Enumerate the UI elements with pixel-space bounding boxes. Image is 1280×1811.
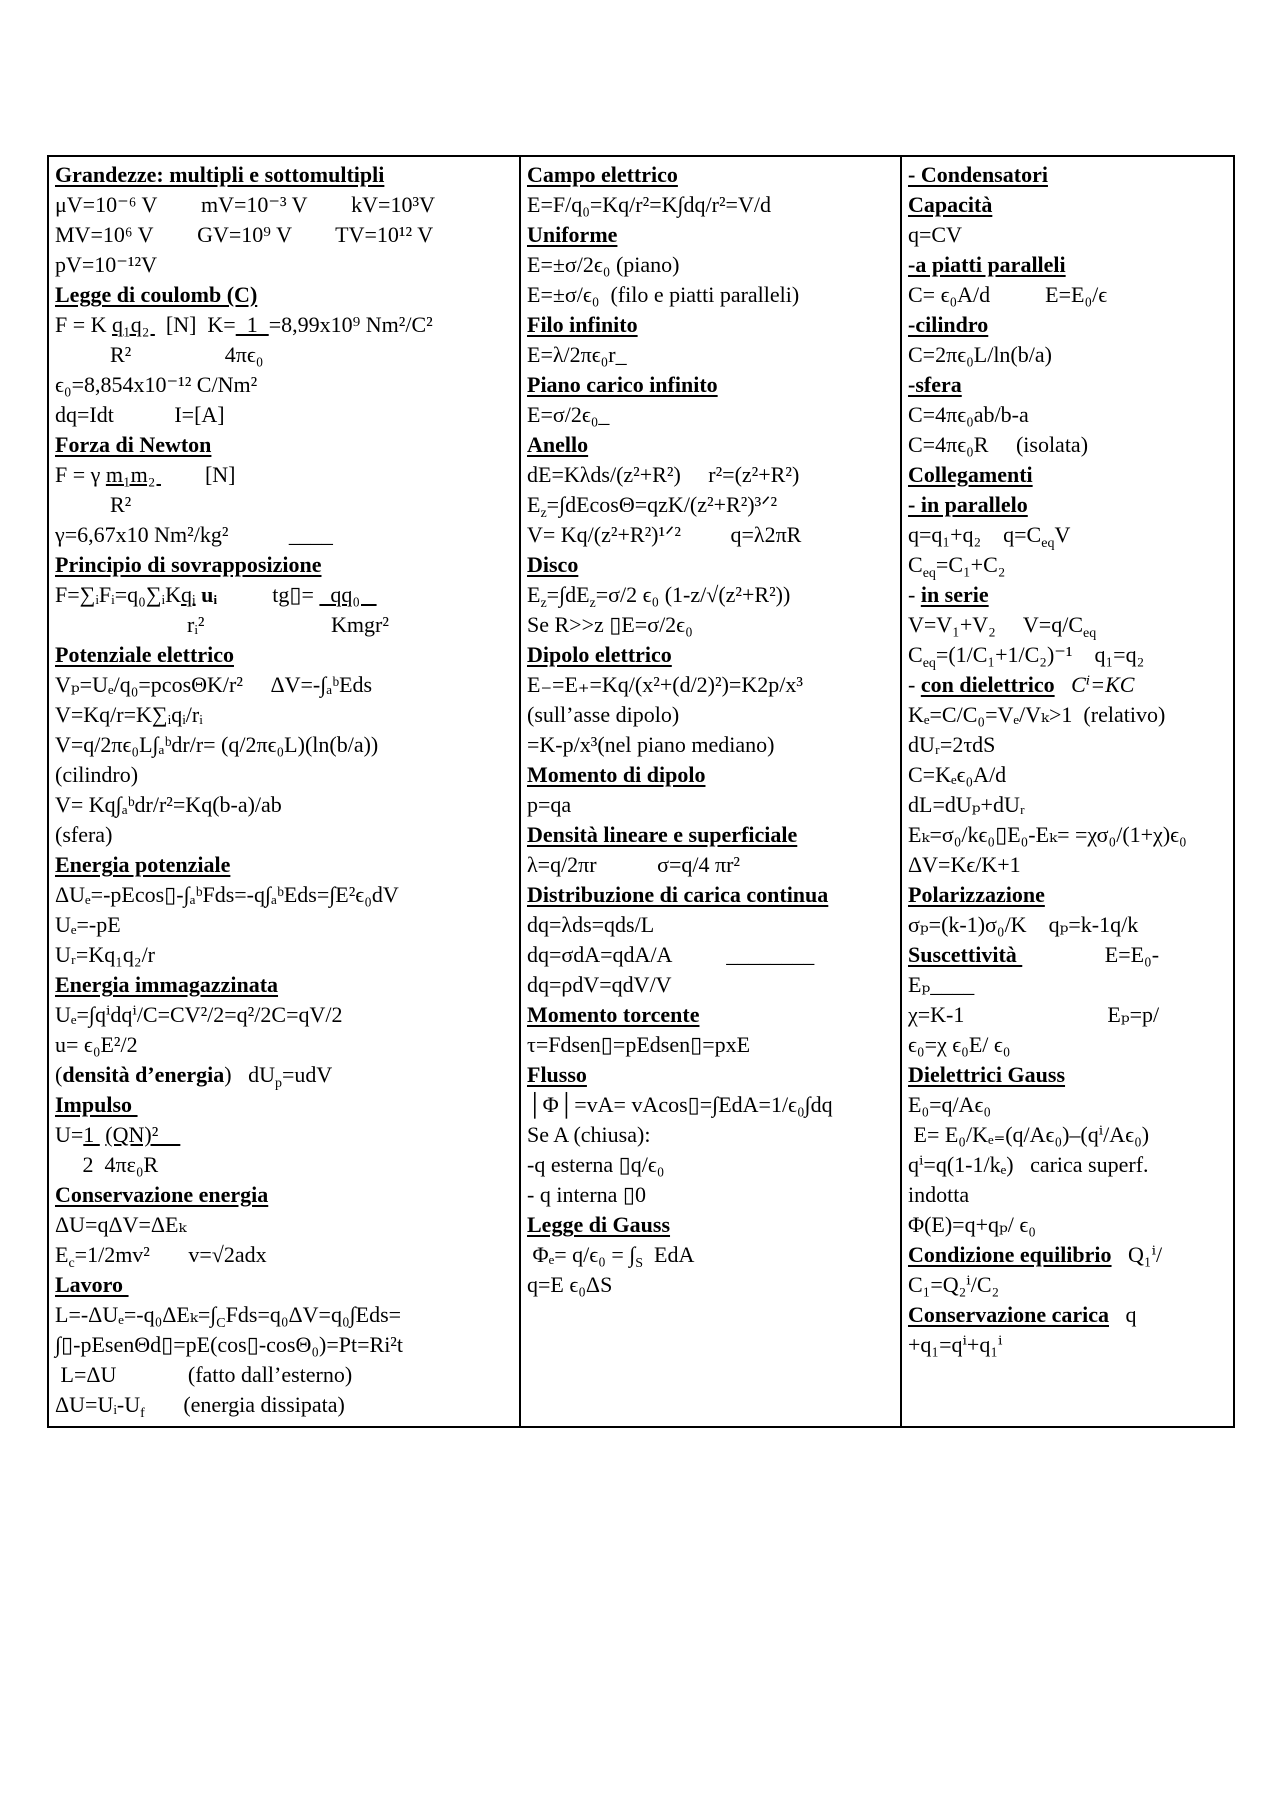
heading-text: -cilindro <box>908 312 989 337</box>
formula-text: Uₑ=-pE <box>55 912 121 937</box>
heading-text: con dielettrico <box>920 672 1055 697</box>
formula-text: V= Kq∫ₐᵇdr/r²=Kq(b-a)/ab <box>55 792 282 817</box>
formula-line <box>527 1120 896 1150</box>
formula-line <box>55 610 515 640</box>
formula-line <box>908 1300 1229 1330</box>
formula-line <box>55 580 515 610</box>
formula-text: =1/2mv² v=√2adx <box>74 1242 267 1267</box>
formula-text: │Φ│=vA= vAcos▯=∫EdA=1/ϵ₀∫dq <box>527 1092 833 1117</box>
formula-text: eq <box>922 656 936 671</box>
formula-text: (sull’asse dipolo) <box>527 702 680 727</box>
formula-text: Fds=q₀ΔV=q₀∫Eds= <box>225 1302 402 1327</box>
formula-text: rᵢ² Kmgr² <box>55 612 389 637</box>
formula-text: eq <box>1041 536 1055 551</box>
formula-line <box>908 1180 1229 1210</box>
formula-line <box>55 1360 515 1390</box>
formula-line <box>527 910 896 940</box>
formula-text: V= Kq/(z²+R²)¹ᐟ² q=λ2πR <box>527 522 802 547</box>
formula-line <box>908 790 1229 820</box>
formula-text: densità d’energia <box>62 1062 225 1087</box>
formula-line <box>55 460 515 490</box>
formula-line <box>527 340 896 370</box>
formula-text: =C₁+C₂ <box>935 552 1006 577</box>
formula-text: E <box>55 1242 69 1267</box>
heading-text: Disco <box>527 552 579 577</box>
heading-text: Dielettrici Gauss <box>908 1062 1066 1087</box>
formula-line <box>55 820 515 850</box>
heading-text: - in parallelo <box>908 492 1028 517</box>
formula-line <box>908 610 1229 640</box>
formula-text: eq <box>922 566 936 581</box>
section-heading <box>527 1060 896 1090</box>
section-heading <box>908 190 1229 220</box>
formula-line <box>55 340 515 370</box>
heading-text: Distribuzione di carica continua <box>527 882 829 907</box>
formula-text: E₀=q/Aϵ₀ <box>908 1092 992 1117</box>
heading-text: Legge di Gauss <box>527 1212 671 1237</box>
formula-line <box>908 760 1229 790</box>
formula-text: Se R>>z ▯E=σ/2ϵ₀ <box>527 612 693 637</box>
formula-text: p=qa <box>527 792 572 817</box>
formula-line <box>908 280 1229 310</box>
heading-text: Collegamenti <box>908 462 1033 487</box>
formula-text: Uᵣ=Kq₁q₂/r <box>55 942 156 967</box>
formula-text: C <box>908 552 923 577</box>
formula-line <box>527 970 896 1000</box>
formula-line <box>527 190 896 220</box>
formula-line <box>55 1330 515 1360</box>
formula-line <box>55 880 515 910</box>
formula-text: =∫dE <box>546 582 590 607</box>
formula-line <box>527 790 896 820</box>
heading-text: Filo infinito <box>527 312 638 337</box>
formula-line <box>55 400 515 430</box>
formula-text: tg▯= <box>217 582 320 607</box>
formula-text: E= E₀/Kₑ₌(q/Aϵ₀)–(qⁱ/Aϵ₀) <box>908 1122 1150 1147</box>
formula-line <box>55 940 515 970</box>
formula-line <box>55 310 515 340</box>
formula-text: m₁m₂ <box>105 462 161 487</box>
formula-line <box>908 940 1229 970</box>
column-electrostatics <box>49 157 519 1426</box>
heading-text: Dipolo elettrico <box>527 642 672 667</box>
formula-text: (cilindro) <box>55 762 139 787</box>
formula-line <box>527 280 896 310</box>
formula-text: - <box>908 672 921 697</box>
formula-text: R² <box>55 492 132 517</box>
section-heading <box>527 760 896 790</box>
formula-line <box>55 1030 515 1060</box>
formula-text: τ=Fdsen▯=pEdsen▯=pxE <box>527 1032 751 1057</box>
formula-text: C= ϵ₀A/d E=E₀/ϵ <box>908 282 1108 307</box>
formula-text: Eₖ=σ₀/kϵ₀▯E₀-Eₖ= =χσ₀/(1+χ)ϵ₀ <box>908 822 1187 847</box>
formula-text: -q esterna ▯q/ϵ₀ <box>527 1152 665 1177</box>
heading-text: Polarizzazione <box>908 882 1045 907</box>
heading-text: Energia potenziale <box>55 852 231 877</box>
formula-line <box>908 1330 1229 1360</box>
formula-text: dUᵣ=2τdS <box>908 732 996 757</box>
formula-line <box>527 250 896 280</box>
heading-text: Anello <box>527 432 589 457</box>
section-heading <box>55 640 515 670</box>
formula-line <box>527 670 896 700</box>
formula-text: C=4πϵ₀R (isolata) <box>908 432 1089 457</box>
formula-text: ) dU <box>224 1062 275 1087</box>
formula-line <box>55 730 515 760</box>
formula-line <box>908 700 1229 730</box>
formula-text: qⁱ=q(1-1/kₑ) carica superf. <box>908 1152 1149 1177</box>
formula-text <box>1055 672 1072 697</box>
formula-text: Φₑ= q/ϵ₀ = ∫ <box>527 1242 636 1267</box>
formula-line <box>527 580 896 610</box>
formula-text: Vₚ=Uₑ/q₀=pcosΘK/r² ΔV=-∫ₐᵇEds <box>55 672 373 697</box>
section-heading <box>527 160 896 190</box>
formula-text: χ=K-1 Eₚ=p/ <box>908 1002 1160 1027</box>
formula-text: dE=Kλds/(z²+R²) r²=(z²+R²) <box>527 462 800 487</box>
formula-text: ΔU=qΔV=ΔEₖ <box>55 1212 187 1237</box>
formula-text: uᵢ <box>201 582 218 607</box>
formula-line <box>908 1270 1229 1300</box>
formula-line <box>908 1210 1229 1240</box>
formula-text: Cⁱ=KC <box>1071 672 1135 697</box>
formula-line <box>55 190 515 220</box>
formula-text: 1 <box>83 1122 100 1147</box>
formula-text: ΔU=Uᵢ-U <box>55 1392 141 1417</box>
formula-text: Se A (chiusa): <box>527 1122 651 1147</box>
formula-text: V=V₁+V₂ V=q/C <box>908 612 1084 637</box>
formula-text: MV=10⁶ V GV=10⁹ V TV=10¹² V <box>55 222 434 247</box>
section-heading <box>527 640 896 670</box>
formula-line <box>55 1150 515 1180</box>
section-heading <box>908 460 1229 490</box>
formula-text: dq=λds=qds/L <box>527 912 655 937</box>
formula-text: qᵢ <box>181 582 196 607</box>
formula-line <box>527 490 896 520</box>
formula-line <box>55 250 515 280</box>
heading-text: Suscettività <box>908 942 1023 967</box>
heading-text: Flusso <box>527 1062 587 1087</box>
section-heading <box>55 1270 515 1300</box>
formula-line <box>908 1000 1229 1030</box>
formula-line <box>55 670 515 700</box>
formula-line <box>55 760 515 790</box>
formula-line <box>908 910 1229 940</box>
formula-line <box>527 400 896 430</box>
section-heading <box>527 310 896 340</box>
formula-line <box>55 370 515 400</box>
formula-text: (energia dissipata) <box>144 1392 345 1417</box>
section-heading <box>908 310 1229 340</box>
formula-text: ϵ₀=8,854x10⁻¹² C/Nm² <box>55 372 258 397</box>
formula-sheet-table <box>47 155 1235 1428</box>
formula-text: ΔUₑ=-pEcos▯-∫ₐᵇFds=-q∫ₐᵇEds=∫E²ϵ₀dV <box>55 882 399 907</box>
formula-text: Kₑ=C/C₀=Vₑ/Vₖ>1 (relativo) <box>908 702 1166 727</box>
formula-text: Uₑ=∫qⁱdqⁱ/C=CV²/2=q²/2C=qV/2 <box>55 1002 343 1027</box>
formula-text: =udV <box>282 1062 333 1087</box>
heading-text: Conservazione carica <box>908 1302 1109 1327</box>
formula-line <box>908 670 1229 700</box>
formula-text: =(1/C₁+1/C₂)⁻¹ q₁=q₂ <box>935 642 1145 667</box>
section-heading <box>527 1210 896 1240</box>
formula-text: qq₀ <box>319 582 377 607</box>
formula-text: F=∑ᵢFᵢ=q₀∑ᵢK <box>55 582 182 607</box>
column-electric-field <box>519 157 900 1426</box>
section-heading <box>908 370 1229 400</box>
formula-text: indotta <box>908 1182 970 1207</box>
section-heading <box>527 550 896 580</box>
formula-line <box>908 730 1229 760</box>
formula-line <box>527 460 896 490</box>
formula-text: V=q/2πϵ₀L∫ₐᵇdr/r= (q/2πϵ₀L)(ln(b/a)) <box>55 732 379 757</box>
section-heading <box>55 970 515 1000</box>
formula-line <box>527 1090 896 1120</box>
section-heading <box>527 1000 896 1030</box>
formula-text: γ=6,67x10 Nm²/kg² ____ <box>55 522 333 547</box>
heading-text: Capacità <box>908 192 993 217</box>
formula-text: - <box>908 582 921 607</box>
formula-text: +q₁=qⁱ+q₁ⁱ <box>908 1332 1003 1357</box>
formula-text: L=ΔU (fatto dall’esterno) <box>55 1362 353 1387</box>
formula-text: E=E₀- <box>1022 942 1160 967</box>
formula-text: [N] <box>160 462 236 487</box>
column-capacitors <box>900 157 1233 1426</box>
formula-line <box>908 550 1229 580</box>
formula-text: 2 4πε₀R <box>55 1152 159 1177</box>
formula-line <box>908 1150 1229 1180</box>
formula-line <box>908 1240 1229 1270</box>
formula-text: R² 4πϵ₀ <box>55 342 264 367</box>
formula-line <box>527 730 896 760</box>
formula-text: dq=ρdV=qdV/V <box>527 972 672 997</box>
heading-text: Densità lineare e superficiale <box>527 822 798 847</box>
formula-text: p <box>275 1076 282 1091</box>
section-heading <box>527 220 896 250</box>
formula-line <box>55 1120 515 1150</box>
formula-text: Φ(E)=q+qₚ/ ϵ₀ <box>908 1212 1036 1237</box>
formula-text: σₚ=(k-1)σ₀/K qₚ=k-1q/k <box>908 912 1139 937</box>
formula-text: dq=σdA=qdA/A ________ <box>527 942 815 967</box>
section-heading <box>55 1090 515 1120</box>
section-heading <box>55 550 515 580</box>
formula-text: ( <box>55 1062 63 1087</box>
formula-text: 1 <box>235 312 269 337</box>
formula-line <box>527 520 896 550</box>
heading-text: -sfera <box>908 372 962 397</box>
heading-text: - Condensatori <box>908 162 1048 187</box>
formula-line <box>55 790 515 820</box>
formula-line <box>908 430 1229 460</box>
formula-line <box>908 1120 1229 1150</box>
heading-text: Campo elettrico <box>527 162 678 187</box>
formula-line <box>527 610 896 640</box>
formula-line <box>908 400 1229 430</box>
formula-text: E <box>527 582 541 607</box>
formula-line <box>55 1240 515 1270</box>
formula-text: C=4πϵ₀ab/b-a <box>908 402 1029 427</box>
formula-text: pV=10⁻¹²V <box>55 252 157 277</box>
formula-line <box>55 910 515 940</box>
formula-line <box>527 850 896 880</box>
heading-text: Potenziale elettrico <box>55 642 234 667</box>
formula-text: =8,99x10⁹ Nm²/C² <box>268 312 433 337</box>
formula-line <box>527 1240 896 1270</box>
section-heading <box>908 1060 1229 1090</box>
formula-line <box>908 850 1229 880</box>
heading-text: Conservazione energia <box>55 1182 269 1207</box>
formula-line <box>55 700 515 730</box>
formula-text: (sfera) <box>55 822 113 847</box>
section-heading <box>908 160 1229 190</box>
formula-text: (QN)² <box>105 1122 181 1147</box>
formula-line <box>527 1030 896 1060</box>
formula-text: eq <box>1083 626 1097 641</box>
formula-text: c <box>68 1256 75 1271</box>
section-heading <box>908 880 1229 910</box>
formula-text: z <box>589 596 596 611</box>
section-heading <box>527 370 896 400</box>
formula-text: C₁=Q₂ⁱ/C₂ <box>908 1272 1000 1297</box>
formula-line <box>908 1030 1229 1060</box>
formula-text: q <box>1109 1302 1137 1327</box>
formula-line <box>55 1300 515 1330</box>
formula-text: z <box>540 596 547 611</box>
heading-text: Grandezze: multipli e sottomultipli <box>55 162 385 187</box>
formula-text: C <box>216 1316 226 1331</box>
formula-text: ϵ₀=χ ϵ₀E/ ϵ₀ <box>908 1032 1011 1057</box>
formula-text: =∫dEcosΘ=qzK/(z²+R²)³ᐟ² <box>546 492 778 517</box>
formula-text: u= ϵ₀E²/2 <box>55 1032 138 1057</box>
formula-text: dL=dUₚ+dUᵣ <box>908 792 1025 817</box>
formula-text: q=CV <box>908 222 962 247</box>
formula-text: E=±σ/ϵ₀ (filo e piatti paralleli) <box>527 282 800 307</box>
section-heading <box>55 430 515 460</box>
formula-line <box>527 1270 896 1300</box>
formula-text: E=σ/2ϵ₀_ <box>527 402 610 427</box>
formula-text: E=±σ/2ϵ₀ (piano) <box>527 252 680 277</box>
formula-text: ΔV=Kϵ/K+1 <box>908 852 1021 877</box>
formula-text: C <box>908 642 923 667</box>
heading-text: Momento di dipolo <box>527 762 706 787</box>
formula-line <box>527 1180 896 1210</box>
formula-line <box>908 640 1229 670</box>
formula-text: EdA <box>643 1242 695 1267</box>
formula-text: Q₁ⁱ/ <box>1111 1242 1163 1267</box>
formula-line <box>55 1000 515 1030</box>
formula-line <box>527 940 896 970</box>
formula-text: f <box>140 1406 145 1421</box>
formula-text: z <box>540 506 547 521</box>
formula-text: S <box>635 1256 644 1271</box>
formula-line <box>55 520 515 550</box>
heading-text: Principio di sovrapposizione <box>55 552 322 577</box>
formula-text: q=q₁+q₂ q=C <box>908 522 1042 547</box>
formula-text: C=Kₑϵ₀A/d <box>908 762 1007 787</box>
formula-text: V <box>1054 522 1071 547</box>
heading-text: Piano carico infinito <box>527 372 718 397</box>
formula-text: V=Kq/r=K∑ᵢqᵢ/rᵢ <box>55 702 203 727</box>
heading-text: Condizione equilibrio <box>908 1242 1112 1267</box>
formula-text: E <box>527 492 541 517</box>
heading-text: Momento torcente <box>527 1002 700 1027</box>
formula-text: dq=Idt I=[A] <box>55 402 225 427</box>
formula-line <box>908 520 1229 550</box>
formula-line <box>55 1390 515 1420</box>
formula-line <box>908 1090 1229 1120</box>
formula-text: λ=q/2πr σ=q/4 πr² <box>527 852 741 877</box>
formula-text: C=2πϵ₀L/ln(b/a) <box>908 342 1052 367</box>
section-heading <box>908 490 1229 520</box>
formula-line <box>908 580 1229 610</box>
formula-text: =σ/2 ϵ₀ (1-z/√(z²+R²)) <box>595 582 791 607</box>
formula-text: ∫▯-pEsenΘd▯=pE(cos▯-cosΘ₀)=Pt=Ri²t <box>55 1332 404 1357</box>
formula-line <box>55 490 515 520</box>
formula-line <box>908 220 1229 250</box>
section-heading <box>55 280 515 310</box>
section-heading <box>55 160 515 190</box>
formula-text: =K-p/x³(nel piano mediano) <box>527 732 775 757</box>
section-heading <box>527 880 896 910</box>
heading-text: Impulso <box>55 1092 138 1117</box>
formula-text: E=λ/2πϵ₀r_ <box>527 342 627 367</box>
formula-line <box>908 820 1229 850</box>
section-heading <box>55 850 515 880</box>
formula-line <box>55 220 515 250</box>
formula-text: E=F/q₀=Kq/r²=K∫dq/r²=V/d <box>527 192 771 217</box>
formula-text: μV=10⁻⁶ V mV=10⁻³ V kV=10³V <box>55 192 435 217</box>
heading-text: Energia immagazzinata <box>55 972 279 997</box>
formula-text: F = K <box>55 312 113 337</box>
formula-text: L=-ΔUₑ=-q₀ΔEₖ=∫ <box>55 1302 217 1327</box>
heading-text: -a piatti paralleli <box>908 252 1066 277</box>
formula-line <box>527 700 896 730</box>
formula-text: - q interna ▯0 <box>527 1182 647 1207</box>
heading-text: Lavoro <box>55 1272 129 1297</box>
formula-line <box>527 1150 896 1180</box>
formula-line <box>908 970 1229 1000</box>
section-heading <box>527 430 896 460</box>
formula-text: U= <box>55 1122 84 1147</box>
section-heading <box>908 250 1229 280</box>
heading-text: in serie <box>920 582 989 607</box>
formula-text: E₋=E₊=Kq/(x²+(d/2)²)=K2p/x³ <box>527 672 803 697</box>
section-heading <box>55 1180 515 1210</box>
section-heading <box>527 820 896 850</box>
formula-text: [N] K= <box>154 312 236 337</box>
formula-line <box>55 1060 515 1090</box>
formula-text: Eₚ____ <box>908 972 975 997</box>
formula-line <box>55 1210 515 1240</box>
formula-text: F = γ <box>55 462 106 487</box>
formula-line <box>908 340 1229 370</box>
formula-text: q₁q₂ <box>112 312 155 337</box>
heading-text: Legge di coulomb (C) <box>55 282 258 307</box>
heading-text: Forza di Newton <box>55 432 212 457</box>
formula-text: q=E ϵ₀ΔS <box>527 1272 613 1297</box>
heading-text: Uniforme <box>527 222 618 247</box>
